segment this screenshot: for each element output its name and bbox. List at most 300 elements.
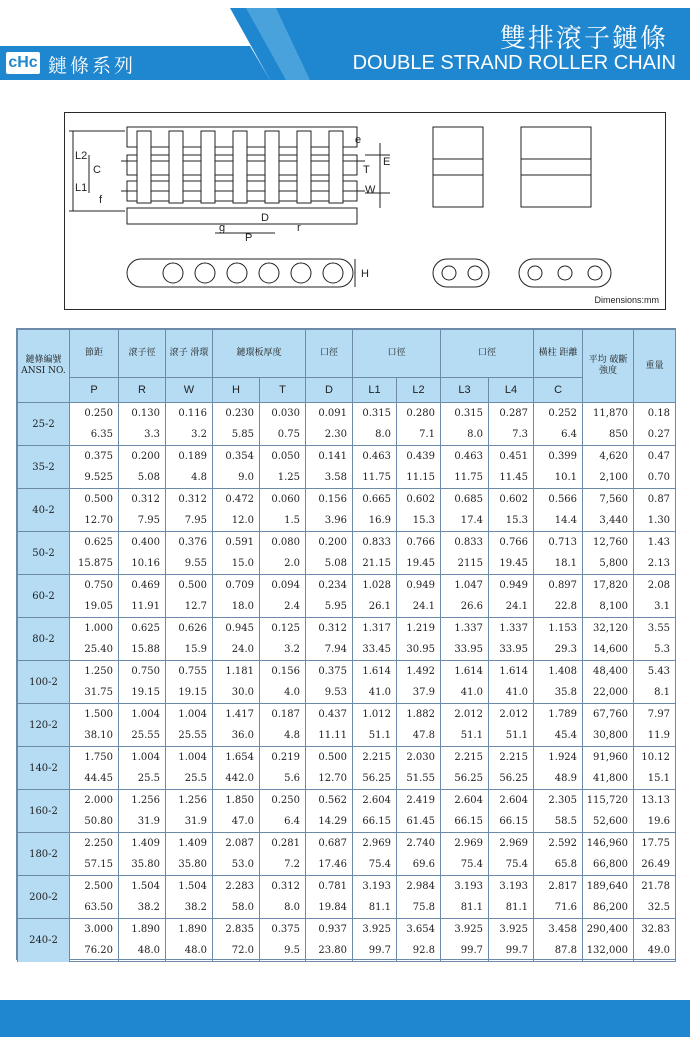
value-cell: 850: [583, 424, 634, 446]
symbol-C-10: C: [534, 378, 583, 403]
header-pin-length: 口徑: [353, 330, 441, 378]
value-cell: 0.375: [306, 661, 353, 683]
value-cell: 5.3: [634, 639, 676, 661]
value-cell: 0.833: [353, 532, 397, 554]
value-cell: 0.665: [353, 489, 397, 511]
table-row: [18, 618, 676, 640]
value-cell: 17.75: [634, 833, 676, 855]
table-row: [18, 575, 676, 597]
value-cell: 1.924: [534, 747, 583, 769]
value-cell: 2.250: [70, 833, 119, 855]
label-P: P: [245, 232, 253, 244]
value-cell: 1.614: [353, 661, 397, 683]
value-cell: 0.949: [397, 575, 441, 597]
value-cell: 1.890: [119, 919, 166, 941]
value-cell: 8.0: [441, 424, 489, 446]
value-cell: 12.70: [306, 768, 353, 790]
value-cell: 7.2: [260, 854, 306, 876]
value-cell: 22.8: [534, 596, 583, 618]
header-weight: 重量: [634, 330, 676, 403]
value-cell: 30.0: [213, 682, 260, 704]
value-cell: 10.12: [634, 747, 676, 769]
value-cell: 189,640: [583, 876, 634, 898]
value-cell: 66,800: [583, 854, 634, 876]
table-row: [18, 940, 676, 962]
value-cell: 11.11: [306, 725, 353, 747]
value-cell: 0.47: [634, 446, 676, 468]
symbol-W-2: W: [166, 378, 213, 403]
value-cell: 2.740: [397, 833, 441, 855]
value-cell: 15.88: [119, 639, 166, 661]
value-cell: 4,620: [583, 446, 634, 468]
value-cell: 33.95: [489, 639, 534, 661]
value-cell: 56.25: [441, 768, 489, 790]
value-cell: 0.687: [306, 833, 353, 855]
value-cell: 7.97: [634, 704, 676, 726]
table-row: [18, 876, 676, 898]
value-cell: 7.95: [166, 510, 213, 532]
table-row: [18, 725, 676, 747]
value-cell: 15.3: [489, 510, 534, 532]
value-cell: 0.750: [70, 575, 119, 597]
value-cell: 1.047: [441, 575, 489, 597]
value-cell: 0.562: [306, 790, 353, 812]
value-cell: 0.602: [397, 489, 441, 511]
value-cell: 75.4: [353, 854, 397, 876]
value-cell: 9.525: [70, 467, 119, 489]
chain-no-cell: 200-2: [18, 876, 70, 919]
value-cell: 2.604: [441, 790, 489, 812]
value-cell: 24.0: [213, 639, 260, 661]
value-cell: 16.9: [353, 510, 397, 532]
value-cell: 19.45: [489, 553, 534, 575]
symbol-L3-8: L3: [441, 378, 489, 403]
value-cell: 0.463: [441, 446, 489, 468]
value-cell: 25.55: [119, 725, 166, 747]
value-cell: 35.80: [166, 854, 213, 876]
table-row: [18, 919, 676, 941]
table-row: [18, 424, 676, 446]
value-cell: 81.1: [441, 897, 489, 919]
symbol-T-4: T: [260, 378, 306, 403]
value-cell: 3.1: [634, 596, 676, 618]
value-cell: 1.43: [634, 532, 676, 554]
value-cell: 2115: [441, 553, 489, 575]
value-cell: 0.500: [166, 575, 213, 597]
chain-no-cell: 140-2: [18, 747, 70, 790]
value-cell: 0.280: [397, 403, 441, 425]
value-cell: 0.591: [213, 532, 260, 554]
value-cell: 0.451: [489, 446, 534, 468]
value-cell: 1.004: [166, 704, 213, 726]
value-cell: 25.5: [166, 768, 213, 790]
chain-no-cell: 240-2: [18, 919, 70, 962]
value-cell: 14,600: [583, 639, 634, 661]
value-cell: 48.0: [119, 940, 166, 962]
value-cell: 15.3: [397, 510, 441, 532]
value-cell: 29.3: [534, 639, 583, 661]
value-cell: 2.215: [441, 747, 489, 769]
value-cell: 2.969: [353, 833, 397, 855]
value-cell: 31.9: [166, 811, 213, 833]
value-cell: 0.315: [441, 403, 489, 425]
value-cell: 2.13: [634, 553, 676, 575]
symbol-L4-9: L4: [489, 378, 534, 403]
value-cell: 75.8: [397, 897, 441, 919]
value-cell: 1.000: [70, 618, 119, 640]
value-cell: 1.153: [534, 618, 583, 640]
value-cell: 21.78: [634, 876, 676, 898]
value-cell: 2.30: [306, 424, 353, 446]
value-cell: 50.80: [70, 811, 119, 833]
value-cell: 22,000: [583, 682, 634, 704]
value-cell: 0.469: [119, 575, 166, 597]
value-cell: 53.0: [213, 854, 260, 876]
value-cell: 99.7: [489, 940, 534, 962]
value-cell: 5.95: [306, 596, 353, 618]
value-cell: 72.0: [213, 940, 260, 962]
value-cell: 99.7: [441, 940, 489, 962]
value-cell: 3.58: [306, 467, 353, 489]
value-cell: 12.0: [213, 510, 260, 532]
value-cell: 41.0: [441, 682, 489, 704]
value-cell: 0.080: [260, 532, 306, 554]
value-cell: 9.53: [306, 682, 353, 704]
value-cell: 0.376: [166, 532, 213, 554]
value-cell: 3,440: [583, 510, 634, 532]
value-cell: 7.3: [489, 424, 534, 446]
value-cell: 1.504: [166, 876, 213, 898]
value-cell: 15.9: [166, 639, 213, 661]
value-cell: 61.45: [397, 811, 441, 833]
value-cell: 2.419: [397, 790, 441, 812]
value-cell: 86,200: [583, 897, 634, 919]
value-cell: 0.312: [166, 489, 213, 511]
value-cell: 0.141: [306, 446, 353, 468]
value-cell: 0.755: [166, 661, 213, 683]
value-cell: 0.709: [213, 575, 260, 597]
value-cell: 47.8: [397, 725, 441, 747]
value-cell: 36.0: [213, 725, 260, 747]
value-cell: 1.504: [119, 876, 166, 898]
value-cell: 9.55: [166, 553, 213, 575]
value-cell: 63.50: [70, 897, 119, 919]
chain-no-cell: 25-2: [18, 403, 70, 446]
value-cell: 2.500: [70, 876, 119, 898]
table-row: [18, 682, 676, 704]
value-cell: 1.614: [489, 661, 534, 683]
value-cell: 35.8: [534, 682, 583, 704]
value-cell: 12.70: [70, 510, 119, 532]
value-cell: 99.7: [353, 940, 397, 962]
value-cell: 3.193: [489, 876, 534, 898]
value-cell: 25.5: [119, 768, 166, 790]
value-cell: 132,000: [583, 940, 634, 962]
value-cell: 5.08: [119, 467, 166, 489]
value-cell: 1.409: [166, 833, 213, 855]
value-cell: 32.83: [634, 919, 676, 941]
value-cell: 18.1: [534, 553, 583, 575]
value-cell: 0.937: [306, 919, 353, 941]
value-cell: 0.750: [119, 661, 166, 683]
value-cell: 31.75: [70, 682, 119, 704]
page-header: [0, 8, 690, 80]
symbol-P-0: P: [70, 378, 119, 403]
value-cell: 8.0: [260, 897, 306, 919]
chain-no-cell: 35-2: [18, 446, 70, 489]
value-cell: 3.96: [306, 510, 353, 532]
value-cell: 58.5: [534, 811, 583, 833]
value-cell: 0.234: [306, 575, 353, 597]
label-e: e: [355, 134, 362, 146]
label-g: g: [219, 222, 226, 234]
spec-table-grid: [17, 329, 676, 962]
value-cell: 0.375: [70, 446, 119, 468]
value-cell: 3.3: [119, 424, 166, 446]
value-cell: 3.925: [489, 919, 534, 941]
value-cell: 0.189: [166, 446, 213, 468]
value-cell: 3.925: [441, 919, 489, 941]
symbol-L2-7: L2: [397, 378, 441, 403]
header-inner-width: 滾子 滑環: [166, 330, 213, 378]
value-cell: 11.45: [489, 467, 534, 489]
value-cell: 15.1: [634, 768, 676, 790]
value-cell: 2.087: [213, 833, 260, 855]
value-cell: 2.984: [397, 876, 441, 898]
value-cell: 1.004: [119, 747, 166, 769]
value-cell: 81.1: [489, 897, 534, 919]
label-H: H: [361, 268, 369, 280]
value-cell: 0.091: [306, 403, 353, 425]
value-cell: 23.80: [306, 940, 353, 962]
value-cell: 0.75: [260, 424, 306, 446]
value-cell: 0.400: [119, 532, 166, 554]
table-row: [18, 596, 676, 618]
value-cell: 1.614: [441, 661, 489, 683]
value-cell: 2.835: [213, 919, 260, 941]
chain-no-cell: 160-2: [18, 790, 70, 833]
table-row: [18, 833, 676, 855]
value-cell: 0.27: [634, 424, 676, 446]
value-cell: 2.215: [489, 747, 534, 769]
value-cell: 1.012: [353, 704, 397, 726]
table-row: [18, 403, 676, 425]
value-cell: 51.55: [397, 768, 441, 790]
value-cell: 3.000: [70, 919, 119, 941]
label-L1: L1: [75, 182, 88, 194]
value-cell: 37.9: [397, 682, 441, 704]
value-cell: 47.0: [213, 811, 260, 833]
header-pitch: 節距: [70, 330, 119, 378]
value-cell: 14.29: [306, 811, 353, 833]
value-cell: 2.592: [534, 833, 583, 855]
label-W: W: [365, 184, 376, 196]
value-cell: 66.15: [441, 811, 489, 833]
value-cell: 18.0: [213, 596, 260, 618]
value-cell: 75.4: [441, 854, 489, 876]
value-cell: 0.200: [119, 446, 166, 468]
chain-drawing: [65, 113, 665, 309]
value-cell: 0.87: [634, 489, 676, 511]
value-cell: 24.1: [397, 596, 441, 618]
value-cell: 58.0: [213, 897, 260, 919]
value-cell: 2.012: [489, 704, 534, 726]
value-cell: 1.256: [166, 790, 213, 812]
value-cell: 0.713: [534, 532, 583, 554]
value-cell: 1.25: [260, 467, 306, 489]
footer-bar: [0, 1000, 690, 1037]
value-cell: 0.315: [353, 403, 397, 425]
value-cell: 21.15: [353, 553, 397, 575]
value-cell: 0.766: [489, 532, 534, 554]
value-cell: 0.375: [260, 919, 306, 941]
header-pin-dia: 口徑: [306, 330, 353, 378]
value-cell: 0.945: [213, 618, 260, 640]
value-cell: 1.004: [166, 747, 213, 769]
value-cell: 1.181: [213, 661, 260, 683]
value-cell: 67,760: [583, 704, 634, 726]
value-cell: 31.9: [119, 811, 166, 833]
value-cell: 442.0: [213, 768, 260, 790]
value-cell: 0.230: [213, 403, 260, 425]
value-cell: 2.08: [634, 575, 676, 597]
value-cell: 2.817: [534, 876, 583, 898]
value-cell: 0.252: [534, 403, 583, 425]
value-cell: 0.897: [534, 575, 583, 597]
value-cell: 1.890: [166, 919, 213, 941]
value-cell: 26.6: [441, 596, 489, 618]
chain-no-cell: 120-2: [18, 704, 70, 747]
value-cell: 0.566: [534, 489, 583, 511]
value-cell: 2.0: [260, 553, 306, 575]
value-cell: 25.40: [70, 639, 119, 661]
value-cell: 0.781: [306, 876, 353, 898]
value-cell: 57.15: [70, 854, 119, 876]
value-cell: 1.417: [213, 704, 260, 726]
value-cell: 1.337: [441, 618, 489, 640]
value-cell: 0.094: [260, 575, 306, 597]
value-cell: 41.0: [353, 682, 397, 704]
value-cell: 5,800: [583, 553, 634, 575]
value-cell: 1.409: [119, 833, 166, 855]
value-cell: 1.882: [397, 704, 441, 726]
label-D: D: [261, 212, 269, 224]
symbol-D-5: D: [306, 378, 353, 403]
value-cell: 38.10: [70, 725, 119, 747]
table-row: [18, 532, 676, 554]
value-cell: 19.45: [397, 553, 441, 575]
value-cell: 69.6: [397, 854, 441, 876]
value-cell: 5.6: [260, 768, 306, 790]
value-cell: 32,120: [583, 618, 634, 640]
value-cell: 30.95: [397, 639, 441, 661]
value-cell: 1.004: [119, 704, 166, 726]
value-cell: 32.5: [634, 897, 676, 919]
value-cell: 35.80: [119, 854, 166, 876]
value-cell: 26.49: [634, 854, 676, 876]
header-plate: 鏈環板厚度: [213, 330, 306, 378]
table-row: [18, 768, 676, 790]
table-row: [18, 704, 676, 726]
value-cell: 0.625: [119, 618, 166, 640]
value-cell: 8,100: [583, 596, 634, 618]
value-cell: 19.15: [166, 682, 213, 704]
chain-no-cell: 80-2: [18, 618, 70, 661]
value-cell: 65.8: [534, 854, 583, 876]
value-cell: 1.654: [213, 747, 260, 769]
table-row: [18, 489, 676, 511]
value-cell: 0.312: [119, 489, 166, 511]
value-cell: 0.354: [213, 446, 260, 468]
value-cell: 12,760: [583, 532, 634, 554]
value-cell: 52,600: [583, 811, 634, 833]
value-cell: 1.408: [534, 661, 583, 683]
title-chinese: 雙排滾子鏈條: [499, 24, 668, 54]
header-roller-dia: 滾子徑: [119, 330, 166, 378]
value-cell: 1.5: [260, 510, 306, 532]
value-cell: 1.256: [119, 790, 166, 812]
value-cell: 0.766: [397, 532, 441, 554]
value-cell: 0.219: [260, 747, 306, 769]
value-cell: 38.2: [119, 897, 166, 919]
value-cell: 24.1: [489, 596, 534, 618]
value-cell: 48,400: [583, 661, 634, 683]
value-cell: 51.1: [441, 725, 489, 747]
value-cell: 14.4: [534, 510, 583, 532]
value-cell: 3.925: [353, 919, 397, 941]
value-cell: 2.969: [441, 833, 489, 855]
title-english: DOUBLE STRAND ROLLER CHAIN: [352, 52, 676, 74]
series-label: 鏈條系列: [48, 55, 137, 77]
value-cell: 2.000: [70, 790, 119, 812]
value-cell: 7.95: [119, 510, 166, 532]
value-cell: 2.305: [534, 790, 583, 812]
value-cell: 0.625: [70, 532, 119, 554]
chain-no-cell: 50-2: [18, 532, 70, 575]
value-cell: 0.200: [306, 532, 353, 554]
value-cell: 56.25: [489, 768, 534, 790]
chain-no-cell: 180-2: [18, 833, 70, 876]
value-cell: 2.969: [489, 833, 534, 855]
value-cell: 11.15: [397, 467, 441, 489]
symbol-L1-6: L1: [353, 378, 397, 403]
value-cell: 1.492: [397, 661, 441, 683]
value-cell: 11.9: [634, 725, 676, 747]
value-cell: 12.7: [166, 596, 213, 618]
value-cell: 3.55: [634, 618, 676, 640]
value-cell: 11.75: [353, 467, 397, 489]
value-cell: 0.187: [260, 704, 306, 726]
symbol-H-3: H: [213, 378, 260, 403]
label-L2: L2: [75, 150, 88, 162]
value-cell: 0.060: [260, 489, 306, 511]
value-cell: 0.116: [166, 403, 213, 425]
value-cell: 4.8: [260, 725, 306, 747]
value-cell: 0.156: [260, 661, 306, 683]
value-cell: 1.30: [634, 510, 676, 532]
value-cell: 9.5: [260, 940, 306, 962]
value-cell: 2.012: [441, 704, 489, 726]
value-cell: 2.604: [489, 790, 534, 812]
table-row: [18, 510, 676, 532]
value-cell: 11.75: [441, 467, 489, 489]
chain-diagram: [64, 112, 666, 310]
value-cell: 2.604: [353, 790, 397, 812]
value-cell: 19.6: [634, 811, 676, 833]
value-cell: 51.1: [489, 725, 534, 747]
value-cell: 19.05: [70, 596, 119, 618]
value-cell: 4.8: [166, 467, 213, 489]
